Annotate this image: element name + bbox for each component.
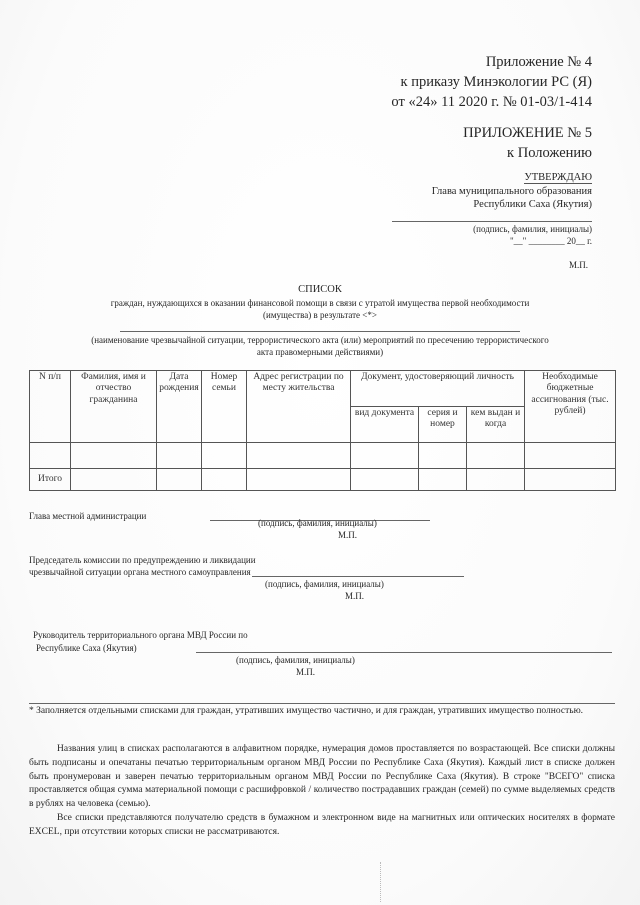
note-paragraph-2: Все списки представляются получателю средств в бумажном и электронном виде на магнитных или оптических носителях в формате EXCEL, при отсутствии которых списки не рассматриваются. bbox=[29, 813, 615, 837]
mvd-label-1: Руководитель территориального органа МВД России по bbox=[33, 630, 248, 640]
order-reference: к приказу Минэкологии РС (Я) bbox=[400, 74, 592, 90]
local-admin-label: Глава местной администрации bbox=[29, 511, 147, 521]
document-title: СПИСОК bbox=[298, 284, 342, 295]
local-admin-stamp: М.П. bbox=[338, 530, 358, 540]
local-admin-caption: (подпись, фамилия, инициалы) bbox=[258, 518, 377, 528]
col-family-number: Номер семьи bbox=[202, 371, 247, 443]
signature-caption: (подпись, фамилия, инициалы) bbox=[473, 224, 592, 234]
col-budget: Необходимые бюджетные ассигнования (тыс. рублей) bbox=[525, 371, 616, 443]
footnote-text: * Заполняется отдельными списками для граждан, утративших имущество частично, и для граждан, утративших имущество полностью. bbox=[29, 706, 584, 716]
col-doc-series: серия и номер bbox=[419, 407, 467, 443]
col-doc-issued: кем выдан и когда bbox=[467, 407, 525, 443]
commission-label-1: Председатель комиссии по предупреждению и ликвидации bbox=[29, 555, 256, 565]
note-paragraph-1: Названия улиц в списках располагаются в алфавитном порядке, нумерация домов проставляется по возрастающей. Все списки должны быть подписаны и опечатаны печатью территориальным органом МВД России по Республике Саха (Якутия). Каждый лист в списке должен быть пронумерован и заверен печатью территориальным органом МВД России по Республике Саха (Якутия). В строке "ВСЕГО" списка проставляется общая сумма материальной помощи с расшифровкой / количество пострадавших граждан (семей) по сумме выделяемых средств в рублях на человека (семью). bbox=[29, 744, 615, 810]
document-subtitle-1: граждан, нуждающихся в оказании финансовой помощи в связи с утратой имущества первой необходимости bbox=[110, 298, 530, 308]
to-regulation: к Положению bbox=[507, 145, 592, 161]
appendix-5-title: ПРИЛОЖЕНИЕ № 5 bbox=[463, 125, 592, 141]
approval-date: "__" ________ 20__ г. bbox=[509, 236, 592, 246]
order-date-number: от «24» 11 2020 г. № 01-03/1-414 bbox=[391, 94, 592, 110]
footnote-rule bbox=[29, 703, 615, 704]
mvd-label-2: Республике Саха (Якутия) bbox=[36, 643, 137, 653]
mvd-stamp: М.П. bbox=[296, 667, 316, 677]
table-total-row bbox=[30, 469, 616, 491]
signature-line bbox=[392, 221, 592, 222]
mvd-line bbox=[196, 652, 612, 653]
scan-artifact bbox=[380, 862, 381, 902]
commission-label-2: чрезвычайной ситуации органа местного самоуправления bbox=[29, 567, 251, 577]
col-fullname: Фамилия, имя и отчество гражданина bbox=[71, 371, 157, 443]
col-document-group: Документ, удостоверяющий личность bbox=[351, 371, 525, 407]
emergency-caption-1: (наименование чрезвычайной ситуации, террористического акта (или) мероприятий по пресечению террористического bbox=[91, 335, 549, 345]
appendix-4-title: Приложение № 4 bbox=[485, 54, 592, 70]
emergency-name-line bbox=[120, 331, 520, 332]
citizens-table bbox=[29, 370, 616, 491]
col-number: N п/п bbox=[30, 371, 71, 443]
commission-stamp: М.П. bbox=[345, 591, 365, 601]
document-subtitle-2: (имущества) в результате <*> bbox=[263, 310, 377, 320]
table-row bbox=[30, 443, 616, 469]
approver-title-2: Республики Саха (Якутия) bbox=[473, 199, 592, 210]
approve-label: УТВЕРЖДАЮ bbox=[524, 172, 592, 183]
col-doc-type: вид документа bbox=[351, 407, 419, 443]
emergency-caption-2: акта правомерными действиями) bbox=[256, 347, 384, 357]
commission-line bbox=[252, 576, 464, 577]
mvd-caption: (подпись, фамилия, инициалы) bbox=[236, 655, 355, 665]
col-birthdate: Дата рождения bbox=[157, 371, 202, 443]
col-address: Адрес регистрации по месту жительства bbox=[247, 371, 351, 443]
stamp-place: М.П. bbox=[568, 260, 588, 270]
approver-title-1: Глава муниципального образования bbox=[431, 186, 592, 197]
commission-caption: (подпись, фамилия, инициалы) bbox=[265, 579, 384, 589]
total-label: Итого bbox=[30, 469, 71, 491]
